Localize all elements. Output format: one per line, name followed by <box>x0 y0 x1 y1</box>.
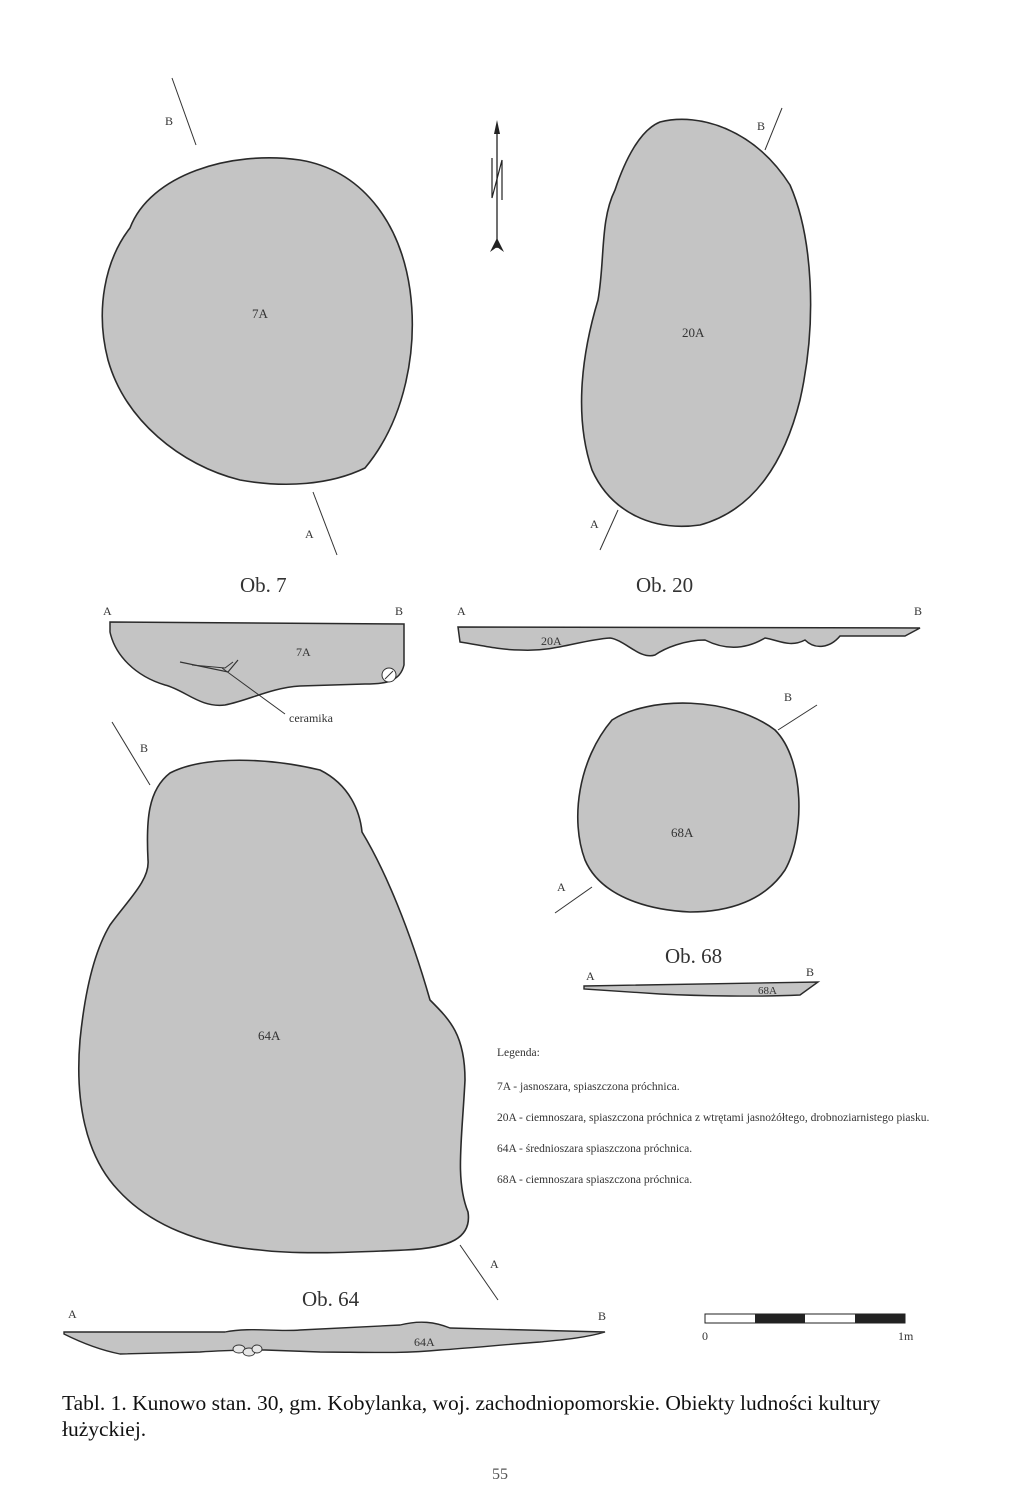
marker-a: A <box>68 1307 77 1321</box>
feature-20-plan <box>582 119 811 526</box>
section-line-a <box>600 510 618 550</box>
marker-b: B <box>806 965 815 979</box>
marker-b: B <box>140 741 149 755</box>
annotation-ceramika: ceramika <box>289 711 333 725</box>
marker-b: B <box>395 604 404 618</box>
legend-item: 64A - średnioszara spiaszczona próchnica. <box>497 1143 693 1155</box>
legend-title: Legenda: <box>497 1047 540 1059</box>
scale-bar <box>705 1314 905 1323</box>
marker-b: B <box>165 114 174 128</box>
scale-start-label: 0 <box>702 1329 708 1343</box>
section-line-b <box>172 78 196 145</box>
marker-b: B <box>914 604 923 618</box>
legend-item: 20A - ciemnoszara, spiaszczona próchnica z wtrętami jasnożółtego, drobnoziarnistego piasku. <box>497 1112 930 1124</box>
section-line-b <box>778 705 817 730</box>
fill-label-64a: 64A <box>414 1335 435 1349</box>
scale-end-label: 1m <box>898 1329 914 1343</box>
fill-label-7a: 7A <box>296 645 311 659</box>
marker-b: B <box>784 690 793 704</box>
fill-label-64a: 64A <box>258 1028 281 1043</box>
marker-a: A <box>457 604 466 618</box>
marker-a: A <box>586 969 595 983</box>
feature-64-section <box>64 1322 605 1354</box>
fill-label-7a: 7A <box>252 306 268 321</box>
marker-a: A <box>490 1257 499 1271</box>
feature-64-plan <box>79 760 469 1252</box>
feature-title-ob20: Ob. 20 <box>636 573 694 597</box>
marker-a: A <box>305 527 314 541</box>
fill-label-20a: 20A <box>541 634 562 648</box>
section-line-a <box>460 1245 498 1300</box>
feature-title-ob7: Ob. 7 <box>240 573 287 597</box>
fill-label-20a: 20A <box>682 325 705 340</box>
legend-item: 7A - jasnoszara, spiaszczona próchnica. <box>497 1081 680 1093</box>
feature-title-ob64: Ob. 64 <box>302 1287 360 1311</box>
feature-7-section <box>110 622 404 705</box>
north-arrow-icon <box>490 120 504 252</box>
fill-label-68a: 68A <box>671 825 694 840</box>
marker-a: A <box>590 517 599 531</box>
feature-68-plan <box>578 703 799 912</box>
marker-b: B <box>598 1309 607 1323</box>
figure-caption: Tabl. 1. Kunowo stan. 30, gm. Kobylanka, woj. zachodniopomorskie. Obiekty ludności kultury łużyckiej. <box>62 1391 881 1441</box>
section-line-b <box>765 108 782 150</box>
section-line-a <box>313 492 337 555</box>
legend-item: 68A - ciemnoszara spiaszczona próchnica. <box>497 1174 693 1186</box>
marker-b: B <box>757 119 766 133</box>
feature-title-ob68: Ob. 68 <box>665 944 723 968</box>
page-number: 55 <box>492 1466 508 1483</box>
feature-20-section <box>458 627 920 656</box>
fill-label-68a: 68A <box>758 985 777 997</box>
marker-a: A <box>557 880 566 894</box>
feature-68-section <box>584 982 818 996</box>
legend <box>497 1046 937 1204</box>
marker-a: A <box>103 604 112 618</box>
feature-7-plan <box>102 158 412 484</box>
